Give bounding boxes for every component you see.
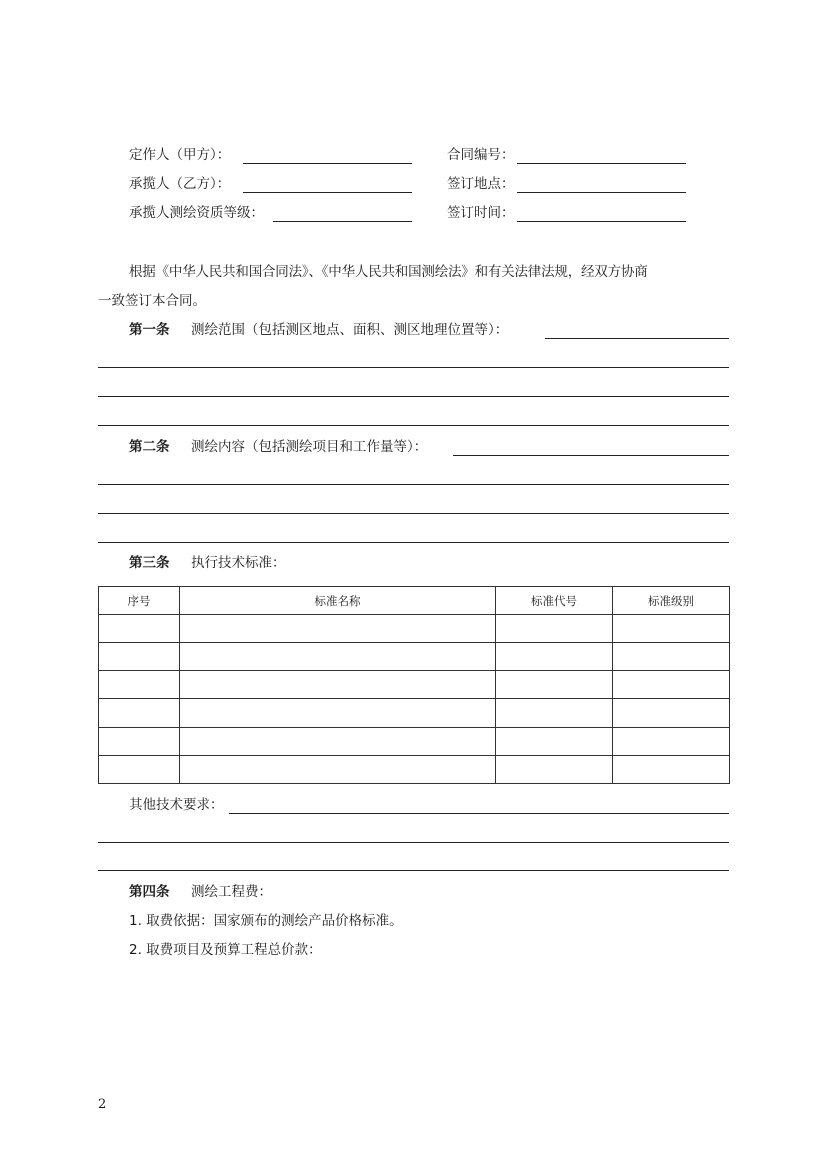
signing-place-field[interactable] — [517, 192, 686, 193]
table-row — [99, 643, 730, 671]
table-cell[interactable] — [496, 615, 613, 643]
article-4-item-2: 2. 取费项目及预算工程总价款： — [129, 942, 322, 958]
table-cell[interactable] — [613, 699, 730, 727]
table-cell[interactable] — [180, 699, 496, 727]
table-header-row — [99, 587, 730, 615]
party-a-field[interactable] — [243, 163, 412, 164]
contract-number-label: 合同编号： — [447, 147, 515, 163]
table-cell[interactable] — [496, 643, 613, 671]
article-1-line[interactable] — [98, 425, 729, 426]
article-2-field[interactable] — [453, 455, 729, 456]
column-header-name: 标准名称 — [180, 587, 496, 615]
table-row — [99, 699, 730, 727]
table-cell[interactable] — [496, 755, 613, 783]
article-2-line[interactable] — [98, 542, 729, 543]
table-cell[interactable] — [180, 671, 496, 699]
article-2-number: 第二条 — [129, 439, 170, 455]
party-a-label: 定作人（甲方）： — [129, 147, 231, 163]
other-requirements-line[interactable] — [98, 870, 729, 871]
article-1-number: 第一条 — [129, 322, 170, 338]
table-cell[interactable] — [180, 755, 496, 783]
table-cell[interactable] — [496, 727, 613, 755]
table-row — [99, 727, 730, 755]
table-cell[interactable] — [613, 755, 730, 783]
table-cell[interactable] — [99, 615, 180, 643]
table-cell[interactable] — [613, 727, 730, 755]
other-requirements-line[interactable] — [98, 842, 729, 843]
article-1-line[interactable] — [98, 367, 729, 368]
table-row — [99, 755, 730, 783]
standards-table — [98, 586, 730, 784]
table-row — [99, 671, 730, 699]
other-requirements-field[interactable] — [229, 813, 729, 814]
signing-place-label: 签订地点： — [447, 176, 515, 192]
page-number: 2 — [98, 1097, 107, 1112]
article-2-line[interactable] — [98, 513, 729, 514]
table-cell[interactable] — [99, 727, 180, 755]
article-2-line[interactable] — [98, 484, 729, 485]
table-cell[interactable] — [99, 699, 180, 727]
article-1-field[interactable] — [545, 338, 729, 339]
table-cell[interactable] — [613, 671, 730, 699]
qualification-label: 承揽人测绘资质等级： — [129, 205, 264, 221]
table-cell[interactable] — [180, 615, 496, 643]
article-4-item-1: 1. 取费依据：国家颁布的测绘产品价格标准。 — [129, 913, 403, 929]
column-header-index: 序号 — [99, 587, 180, 615]
table-cell[interactable] — [613, 615, 730, 643]
table-cell[interactable] — [180, 643, 496, 671]
table-cell[interactable] — [496, 699, 613, 727]
article-4-number: 第四条 — [129, 884, 170, 900]
signing-time-field[interactable] — [517, 221, 686, 222]
party-b-field[interactable] — [243, 192, 412, 193]
table-row — [99, 615, 730, 643]
signing-time-label: 签订时间： — [447, 205, 515, 221]
other-requirements-label: 其他技术要求： — [129, 797, 224, 813]
qualification-field[interactable] — [273, 221, 412, 222]
article-1-text: 测绘范围（包括测区地点、面积、测区地理位置等）： — [191, 322, 509, 338]
table-cell[interactable] — [99, 671, 180, 699]
article-4-text: 测绘工程费： — [191, 884, 272, 900]
table-cell[interactable] — [496, 671, 613, 699]
article-1-line[interactable] — [98, 396, 729, 397]
contract-number-field[interactable] — [517, 163, 686, 164]
article-2-text: 测绘内容（包括测绘项目和工作量等）： — [191, 439, 428, 455]
table-cell[interactable] — [99, 643, 180, 671]
column-header-code: 标准代号 — [496, 587, 613, 615]
intro-line-2: 一致签订本合同。 — [98, 293, 206, 309]
article-3-text: 执行技术标准： — [191, 555, 286, 571]
table-cell[interactable] — [613, 643, 730, 671]
table-cell[interactable] — [99, 755, 180, 783]
table-cell[interactable] — [180, 727, 496, 755]
party-b-label: 承揽人（乙方）： — [129, 176, 231, 192]
intro-line-1: 根据《中华人民共和国合同法》、《中华人民共和国测绘法》和有关法律法规，经双方协商 — [129, 264, 648, 280]
article-3-number: 第三条 — [129, 555, 170, 571]
column-header-level: 标准级别 — [613, 587, 730, 615]
